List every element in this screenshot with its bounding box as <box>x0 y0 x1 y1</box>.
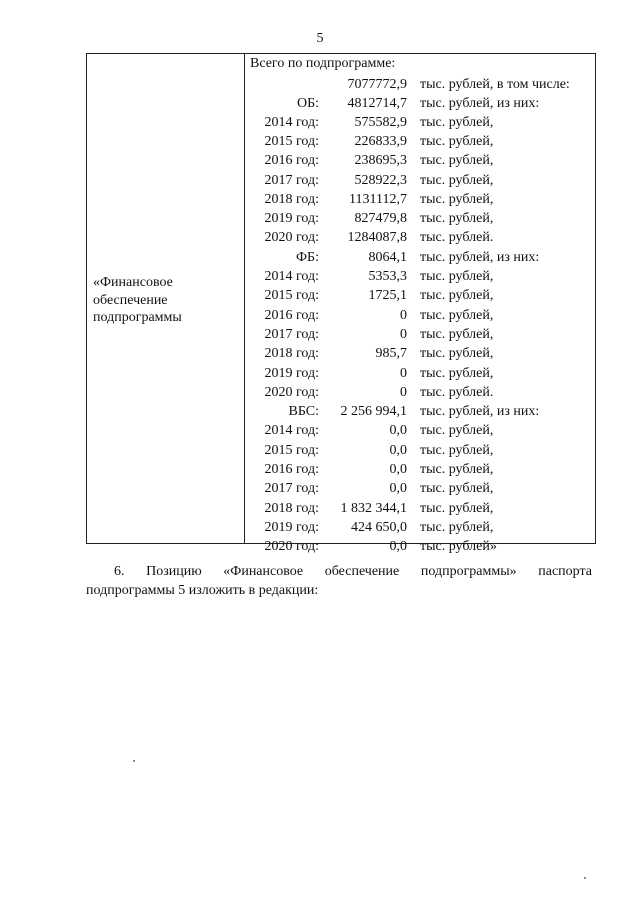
row-value: 1 832 344,1 <box>340 501 407 516</box>
section-label-line: «Финансовое <box>93 275 173 290</box>
row-label: 2016 год: <box>264 462 319 477</box>
row-unit: тыс. рублей, <box>420 288 494 303</box>
paragraph-word: Позицию <box>146 564 202 579</box>
paragraph-word: «Финансовое <box>223 564 304 579</box>
row-value: 4812714,7 <box>347 96 407 111</box>
row-value: 0 <box>400 327 407 342</box>
row-label: 2019 год: <box>264 211 319 226</box>
row-label: ОБ: <box>296 96 319 111</box>
row-unit: тыс. рублей, <box>420 269 494 284</box>
row-unit: тыс. рублей, <box>420 346 494 361</box>
table-row <box>245 307 597 325</box>
row-label: 2018 год: <box>264 346 319 361</box>
row-unit: тыс. рублей, <box>420 327 494 342</box>
table-row <box>245 365 597 383</box>
row-value: 226833,9 <box>354 134 407 149</box>
table-row <box>245 384 597 402</box>
row-unit: тыс. рублей, <box>420 134 494 149</box>
section-label-line: подпрограммы <box>93 310 182 326</box>
financing-details <box>245 54 597 554</box>
table-row <box>245 76 597 94</box>
table-row <box>245 480 597 498</box>
row-label: 2016 год: <box>264 308 319 323</box>
row-unit: тыс. рублей, <box>420 366 494 381</box>
scan-speck <box>133 760 135 762</box>
row-value: 0,0 <box>389 462 407 477</box>
table-row <box>245 538 597 556</box>
total-header: Всего по подпрограмме: <box>250 56 396 71</box>
row-value: 0 <box>400 308 407 323</box>
paragraph-word: обеспечение <box>324 564 400 579</box>
table-row <box>245 152 597 170</box>
row-label: 2015 год: <box>264 443 319 458</box>
row-value: 0 <box>400 385 407 400</box>
row-value: 1284087,8 <box>347 230 407 245</box>
paragraph-word: подпрограммы» <box>420 564 517 579</box>
row-unit: тыс. рублей, <box>420 173 494 188</box>
table-row <box>245 326 597 344</box>
row-unit: тыс. рублей, <box>420 501 494 516</box>
page-number: 5 <box>316 31 324 46</box>
row-value: 985,7 <box>375 346 407 361</box>
row-unit: тыс. рублей» <box>420 539 497 554</box>
row-value: 238695,3 <box>354 153 407 168</box>
row-label: 2014 год: <box>264 269 319 284</box>
table-row <box>245 442 597 460</box>
row-value: 827479,8 <box>354 211 407 226</box>
row-value: 2 256 994,1 <box>340 404 407 419</box>
row-label: 2020 год: <box>264 385 319 400</box>
paragraph-word: 6. <box>114 564 125 579</box>
section-label-line: обеспечение <box>93 292 168 308</box>
table-row <box>245 519 597 537</box>
table-row <box>245 403 597 421</box>
row-unit: тыс. рублей, <box>420 153 494 168</box>
row-unit: тыс. рублей, из них: <box>420 250 540 265</box>
table-row <box>245 461 597 479</box>
row-unit: тыс. рублей, <box>420 462 494 477</box>
row-unit: тыс. рублей, из них: <box>420 404 540 419</box>
paragraph-line-1 <box>86 562 592 581</box>
row-value: 0,0 <box>389 423 407 438</box>
row-value: 0 <box>400 366 407 381</box>
row-value: 0,0 <box>389 443 407 458</box>
row-label: 2016 год: <box>264 153 319 168</box>
table-row <box>245 210 597 228</box>
row-label: 2017 год: <box>264 327 319 342</box>
row-unit: тыс. рублей. <box>420 385 494 400</box>
row-unit: тыс. рублей, <box>420 520 494 535</box>
instruction-paragraph <box>86 562 592 600</box>
row-label: 2014 год: <box>264 423 319 438</box>
row-unit: тыс. рублей, <box>420 423 494 438</box>
row-value: 0,0 <box>389 539 407 554</box>
table-row <box>245 500 597 518</box>
row-value: 1725,1 <box>368 288 407 303</box>
row-label: 2017 год: <box>264 481 319 496</box>
row-label: 2015 год: <box>264 288 319 303</box>
table-row <box>245 268 597 286</box>
row-unit: тыс. рублей, <box>420 211 494 226</box>
row-value: 8064,1 <box>368 250 407 265</box>
table-row <box>245 133 597 151</box>
row-unit: тыс. рублей, <box>420 115 494 130</box>
row-value: 0,0 <box>389 481 407 496</box>
row-unit: тыс. рублей, <box>420 443 494 458</box>
table-row <box>245 229 597 247</box>
row-label: ФБ: <box>296 250 319 265</box>
row-unit: тыс. рублей, из них: <box>420 96 540 111</box>
row-value: 528922,3 <box>354 173 407 188</box>
table-row <box>245 249 597 267</box>
table-row <box>245 114 597 132</box>
table-row <box>245 191 597 209</box>
table-row <box>245 95 597 113</box>
scan-speck <box>584 877 586 879</box>
row-label: ВБС: <box>288 404 319 419</box>
row-label: 2019 год: <box>264 366 319 381</box>
section-label <box>93 274 239 327</box>
row-label: 2017 год: <box>264 173 319 188</box>
row-value: 5353,3 <box>368 269 407 284</box>
table-row <box>245 172 597 190</box>
table-row <box>245 345 597 363</box>
row-label: 2019 год: <box>264 520 319 535</box>
row-label: 2020 год: <box>264 230 319 245</box>
row-unit: тыс. рублей, <box>420 192 494 207</box>
row-value: 1131112,7 <box>349 192 407 207</box>
row-value: 424 650,0 <box>351 520 407 535</box>
table-row <box>245 422 597 440</box>
paragraph-line-2: подпрограммы 5 изложить в редакции: <box>86 583 319 598</box>
financing-table <box>86 53 596 554</box>
table-row <box>245 287 597 305</box>
row-value: 575582,9 <box>354 115 407 130</box>
row-unit: тыс. рублей, <box>420 481 494 496</box>
row-label: 2015 год: <box>264 134 319 149</box>
row-label: 2020 год: <box>264 539 319 554</box>
row-label: 2014 год: <box>264 115 319 130</box>
row-unit: тыс. рублей. <box>420 230 494 245</box>
paragraph-word: паспорта <box>538 564 592 579</box>
row-label: 2018 год: <box>264 501 319 516</box>
row-unit: тыс. рублей, в том числе: <box>420 77 570 92</box>
row-label: 2018 год: <box>264 192 319 207</box>
row-unit: тыс. рублей, <box>420 308 494 323</box>
row-value: 7077772,9 <box>347 77 407 92</box>
